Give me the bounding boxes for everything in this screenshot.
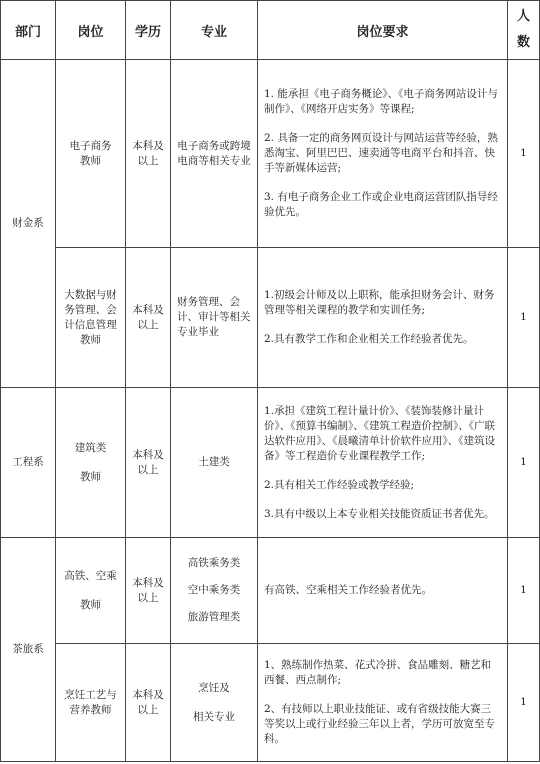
dept-engineering: 工程系 xyxy=(1,388,56,538)
education-cell: 本科及以上 xyxy=(126,644,171,762)
count-cell: 1 xyxy=(508,60,540,248)
header-education: 学历 xyxy=(126,1,171,60)
header-row xyxy=(1,1,540,60)
requirement-item: 2.具有教学工作和企业相关工作经验者优先。 xyxy=(264,333,474,345)
education-cell: 本科及以上 xyxy=(126,60,171,248)
requirement-item: 1.初级会计师及以上职称，能承担财务会计、财务管理等相关课程的教学和实训任务; xyxy=(264,289,495,316)
education-cell: 本科及以上 xyxy=(126,388,171,538)
major-cell xyxy=(171,644,258,762)
major-cell: 电子商务或跨境电商等相关专业 xyxy=(171,60,258,248)
position-line: 建筑类 xyxy=(74,441,107,454)
requirements-cell xyxy=(258,60,508,248)
requirement-item: 3.具有中级以上本专业相关技能资质证书者优先。 xyxy=(264,507,495,520)
header-dept: 部门 xyxy=(1,1,56,60)
count-cell: 1 xyxy=(508,388,540,538)
major-cell xyxy=(171,538,258,644)
requirement-item: 有高铁、空乘相关工作经验者优先。 xyxy=(264,584,432,596)
requirement-item: 2、有技师以上职业技能证、或有省级技能大赛三等奖以上或行业经验三年以上者，学历可放宽至专科。 xyxy=(264,703,495,745)
major-cell: 土建类 xyxy=(171,388,258,538)
requirement-item: 2. 具备一定的商务网页设计与网站运营等经验，熟悉淘宝、阿里巴巴、速卖通等电商平台和抖音、快手等新媒体运营; xyxy=(264,132,498,174)
position-cell: 大数据与财务管理、会计信息管理教师 xyxy=(56,248,126,388)
dept-finance: 财金系 xyxy=(1,60,56,388)
header-count: 人数 xyxy=(508,1,540,60)
requirements-cell xyxy=(258,538,508,644)
major-line: 高铁乘务类 xyxy=(187,557,241,569)
requirements-cell xyxy=(258,388,508,538)
requirement-item: 1. 能承担《电子商务概论》、《电子商务网站设计与制作》、《网络开店实务》等课程; xyxy=(264,88,498,115)
table-row xyxy=(1,388,540,538)
requirements-cell xyxy=(258,644,508,762)
header-position: 岗位 xyxy=(56,1,126,60)
position-cell: 电子商务教师 xyxy=(56,60,126,248)
major-line: 相关专业 xyxy=(193,710,235,723)
position-line: 教师 xyxy=(80,470,101,483)
education-cell: 本科及以上 xyxy=(126,248,171,388)
header-major: 专业 xyxy=(171,1,258,60)
position-cell: 烹饪工艺与营养教师 xyxy=(56,644,126,762)
requirement-item: 3. 有电子商务企业工作或企业电商运营团队指导经验优先。 xyxy=(264,191,498,218)
major-line: 空中乘务类 xyxy=(187,584,241,596)
count-cell: 1 xyxy=(508,644,540,762)
requirement-item: 2.具有相关工作经验或教学经验; xyxy=(264,478,415,491)
table-row xyxy=(1,248,540,388)
major-line: 烹饪及 xyxy=(198,681,230,694)
requirement-item: 1.承担《建筑工程计量计价》、《装饰装修计量计价》、《预算书编制》、《建筑工程造价控制》、《广联达软件应用》、《晨曦清单计价软件应用》、《建筑设备》等工程造价专业课程教学工作; xyxy=(264,404,495,462)
count-cell: 1 xyxy=(508,538,540,644)
education-cell: 本科及以上 xyxy=(126,538,171,644)
table-row xyxy=(1,644,540,762)
requirement-item: 1、熟练制作热菜、花式冷拼、食品雕刻、糖艺和西餐、西点制作; xyxy=(264,659,492,686)
table-row xyxy=(1,60,540,248)
dept-tourism: 茶旅系 xyxy=(1,538,56,762)
position-line: 教师 xyxy=(80,598,101,611)
header-requirements: 岗位要求 xyxy=(258,1,508,60)
position-line: 高铁、空乘 xyxy=(64,569,117,582)
major-cell: 财务管理、会计、审计等相关专业毕业 xyxy=(171,248,258,388)
position-cell xyxy=(56,538,126,644)
table-row xyxy=(1,538,540,644)
count-cell: 1 xyxy=(508,248,540,388)
major-line: 旅游管理类 xyxy=(187,611,241,623)
requirements-cell xyxy=(258,248,508,388)
position-cell xyxy=(56,388,126,538)
